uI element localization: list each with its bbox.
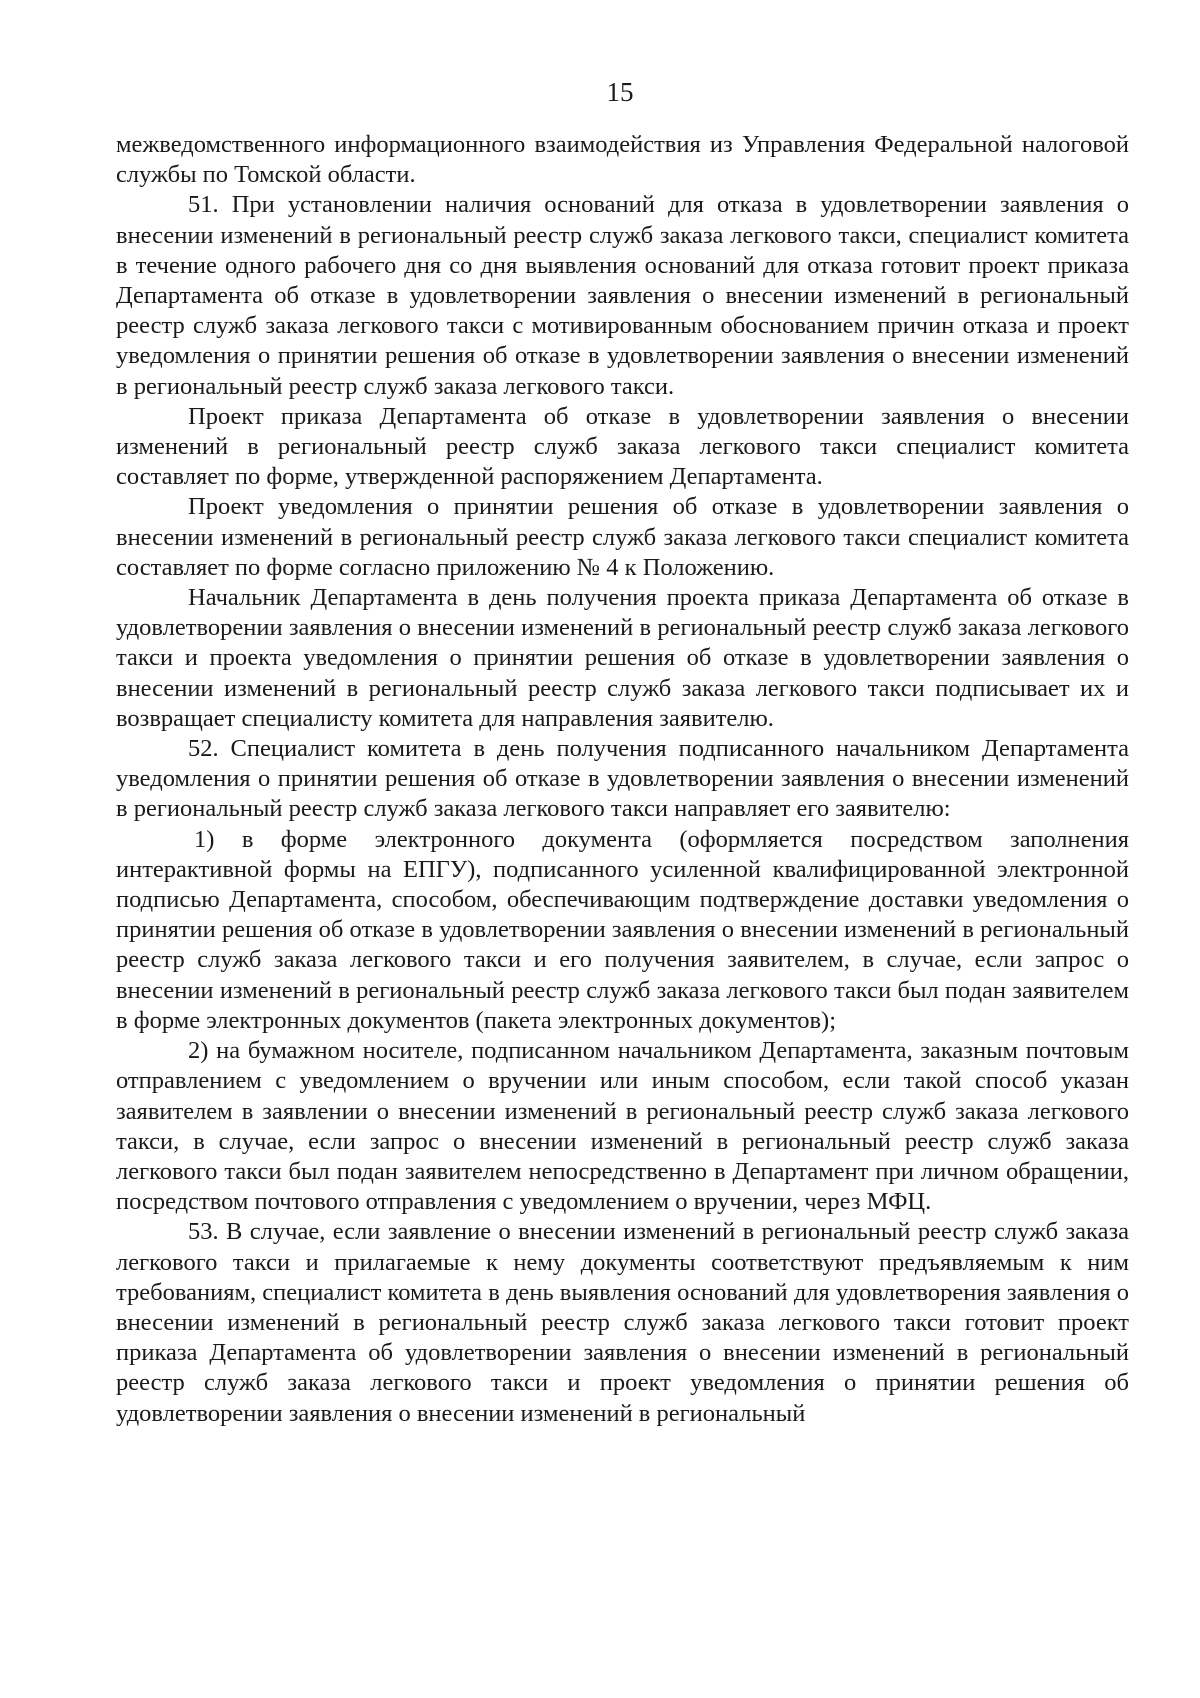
- page-number: 15: [606, 77, 634, 107]
- document-body: [116, 130, 1129, 1429]
- list-item-electronic: 1) в форме электронного документа (оформляется посредством заполнения интерактивной формы на ЕПГУ), подписанного усиленной квалифицированной электронной подписью Департамента, способом, обеспечивающим подтверждение доставки уведомления о принятии решения об отказе в удовлетворении заявления о внесении изменений в региональный реестр служб заказа легкового такси и его получения заявителем, в случае, если запрос о внесении изменений в региональный реестр служб заказа легкового такси был подан заявителем в форме электронных документов (пакета электронных документов);: [116, 825, 1129, 1034]
- paragraph-item-52: 52. Специалист комитета в день получения подписанного начальником Департамента уведомления о принятии решения об отказе в удовлетворении заявления о внесении изменений в региональный реестр служб заказа легкового такси направляет его заявителю:: [116, 735, 1129, 823]
- paragraph-order-draft: Проект приказа Департамента об отказе в удовлетворении заявления о внесении изменений в региональный реестр служб заказа легкового такси специалист комитета составляет по форме, утвержденной распоряжением Департамента.: [116, 402, 1129, 491]
- paragraph-notice-draft: Проект уведомления о принятии решения об отказе в удовлетворении заявления о внесении изменений в региональный реестр служб заказа легкового такси специалист комитета составляет по форме согласно приложению № 4 к Положению.: [116, 493, 1129, 581]
- paragraph-head-signs: Начальник Департамента в день получения проекта приказа Департамента об отказе в удовлетворении заявления о внесении изменений в региональный реестр служб заказа легкового такси и проекта уведомления о принятии решения об отказе в удовлетворении заявления о внесении изменений в региональный реестр служб заказа легкового такси подписывает их и возвращает специалисту комитета для направления заявителю.: [116, 584, 1129, 732]
- paragraph-item-53: 53. В случае, если заявление о внесении изменений в региональный реестр служб заказа легкового такси и прилагаемые к нему документы соответствуют предъявляемым к ним требованиям, специалист комитета в день выявления оснований для удовлетворения заявления о внесении изменений в региональный реестр служб заказа легкового такси готовит проект приказа Департамента об удовлетворении заявления о внесении изменений в региональный реестр служб заказа легкового такси и проект уведомления о принятии решения об удовлетворении заявления о внесении изменений в региональный: [116, 1218, 1129, 1427]
- paragraph-item-51: 51. При установлении наличия оснований для отказа в удовлетворении заявления о внесении изменений в региональный реестр служб заказа легкового такси, специалист комитета в течение одного рабочего дня со дня выявления оснований для отказа готовит проект приказа Департамента об отказе в удовлетворении заявления о внесении изменений в региональный реестр служб заказа легкового такси с мотивированным обоснованием причин отказа и проект уведомления о принятии решения об отказе в удовлетворении заявления о внесении изменений в региональный реестр служб заказа легкового такси.: [116, 191, 1129, 400]
- paragraph-continuation: межведомственного информационного взаимодействия из Управления Федеральной налоговой службы по Томской области.: [116, 131, 1129, 189]
- list-item-paper: 2) на бумажном носителе, подписанном начальником Департамента, заказным почтовым отправлением с уведомлением о вручении или иным способом, если такой способ указан заявителем в заявлении о внесении изменений в региональный реестр служб заказа легкового такси, в случае, если запрос о внесении изменений в региональный реестр служб заказа легкового такси был подан заявителем непосредственно в Департамент при личном обращении, посредством почтового отправления с уведомлением о вручении, через МФЦ.: [116, 1037, 1129, 1216]
